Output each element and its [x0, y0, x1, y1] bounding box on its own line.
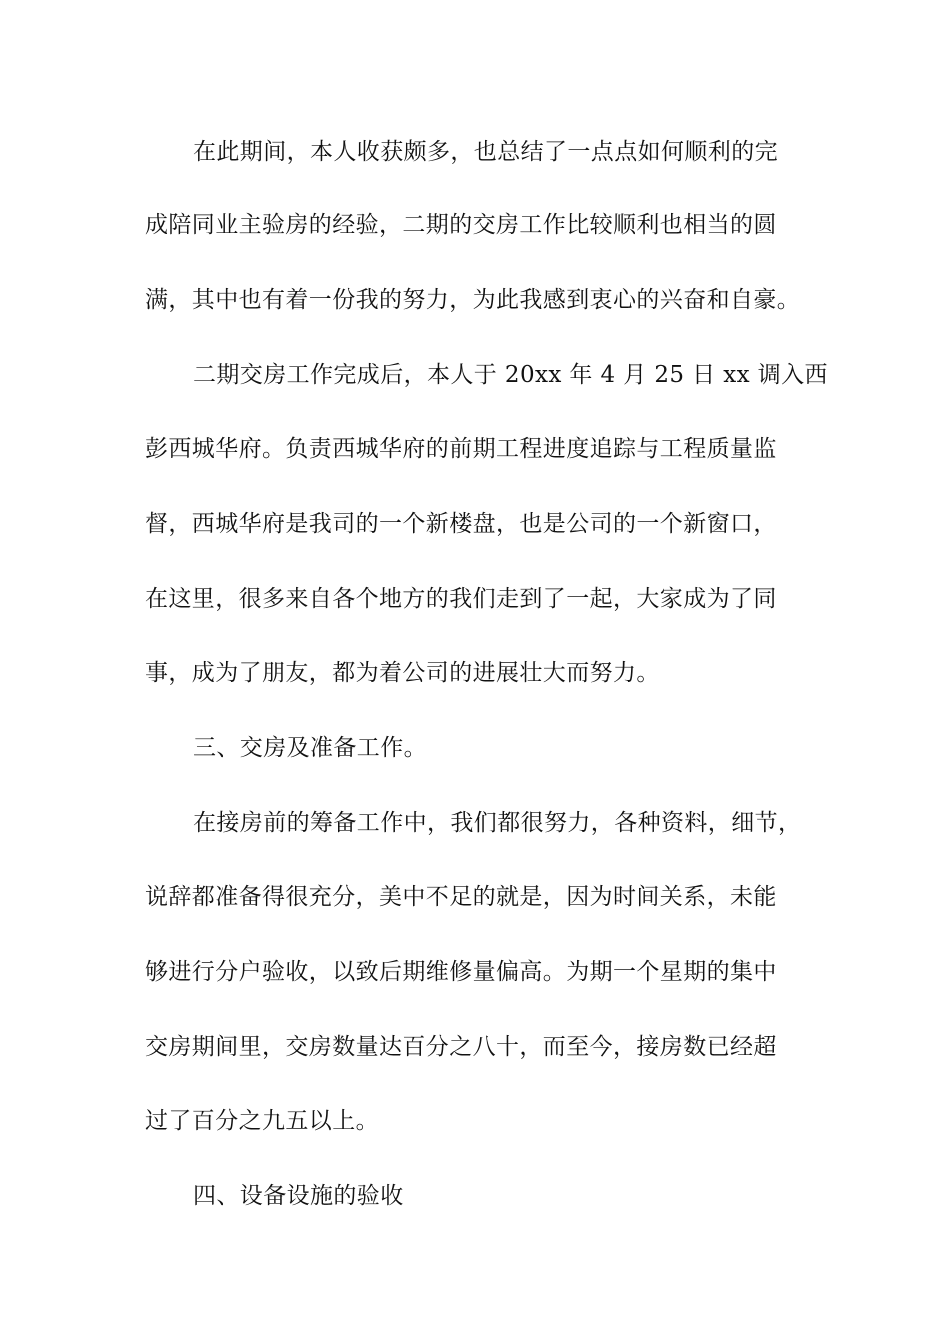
paragraph-line: 过了百分之九五以上。 — [145, 1108, 379, 1134]
paragraph-line: 督，西城华府是我司的一个新楼盘，也是公司的一个新窗口， — [145, 511, 777, 537]
paragraph-line: 事，成为了朋友，都为着公司的进展壮大而努力。 — [145, 660, 660, 686]
paragraph-line: 成陪同业主验房的经验，二期的交房工作比较顺利也相当的圆 — [145, 212, 777, 238]
paragraph-line: 在此期间，本人收获颇多，也总结了一点点如何顺利的完 — [193, 139, 778, 165]
paragraph-line: 满，其中也有着一份我的努力，为此我感到衷心的兴奋和自豪。 — [145, 287, 801, 313]
paragraph-line: 够进行分户验收，以致后期维修量偏高。为期一个星期的集中 — [145, 959, 777, 985]
paragraph-line: 彭西城华府。负责西城华府的前期工程进度追踪与工程质量监 — [145, 436, 777, 462]
section-heading: 三、交房及准备工作。 — [193, 735, 427, 761]
section-heading: 四、设备设施的验收 — [193, 1183, 404, 1209]
paragraph-line: 交房期间里，交房数量达百分之八十，而至今，接房数已经超 — [145, 1034, 777, 1060]
paragraph-line: 在接房前的筹备工作中，我们都很努力，各种资料，细节， — [193, 810, 802, 836]
paragraph-line: 在这里，很多来自各个地方的我们走到了一起，大家成为了同 — [145, 586, 777, 612]
paragraph-line: 说辞都准备得很充分，美中不足的就是，因为时间关系，未能 — [145, 884, 777, 910]
paragraph-line: 二期交房工作完成后，本人于 20xx 年 4 月 25 日 xx 调入西 — [193, 362, 828, 388]
